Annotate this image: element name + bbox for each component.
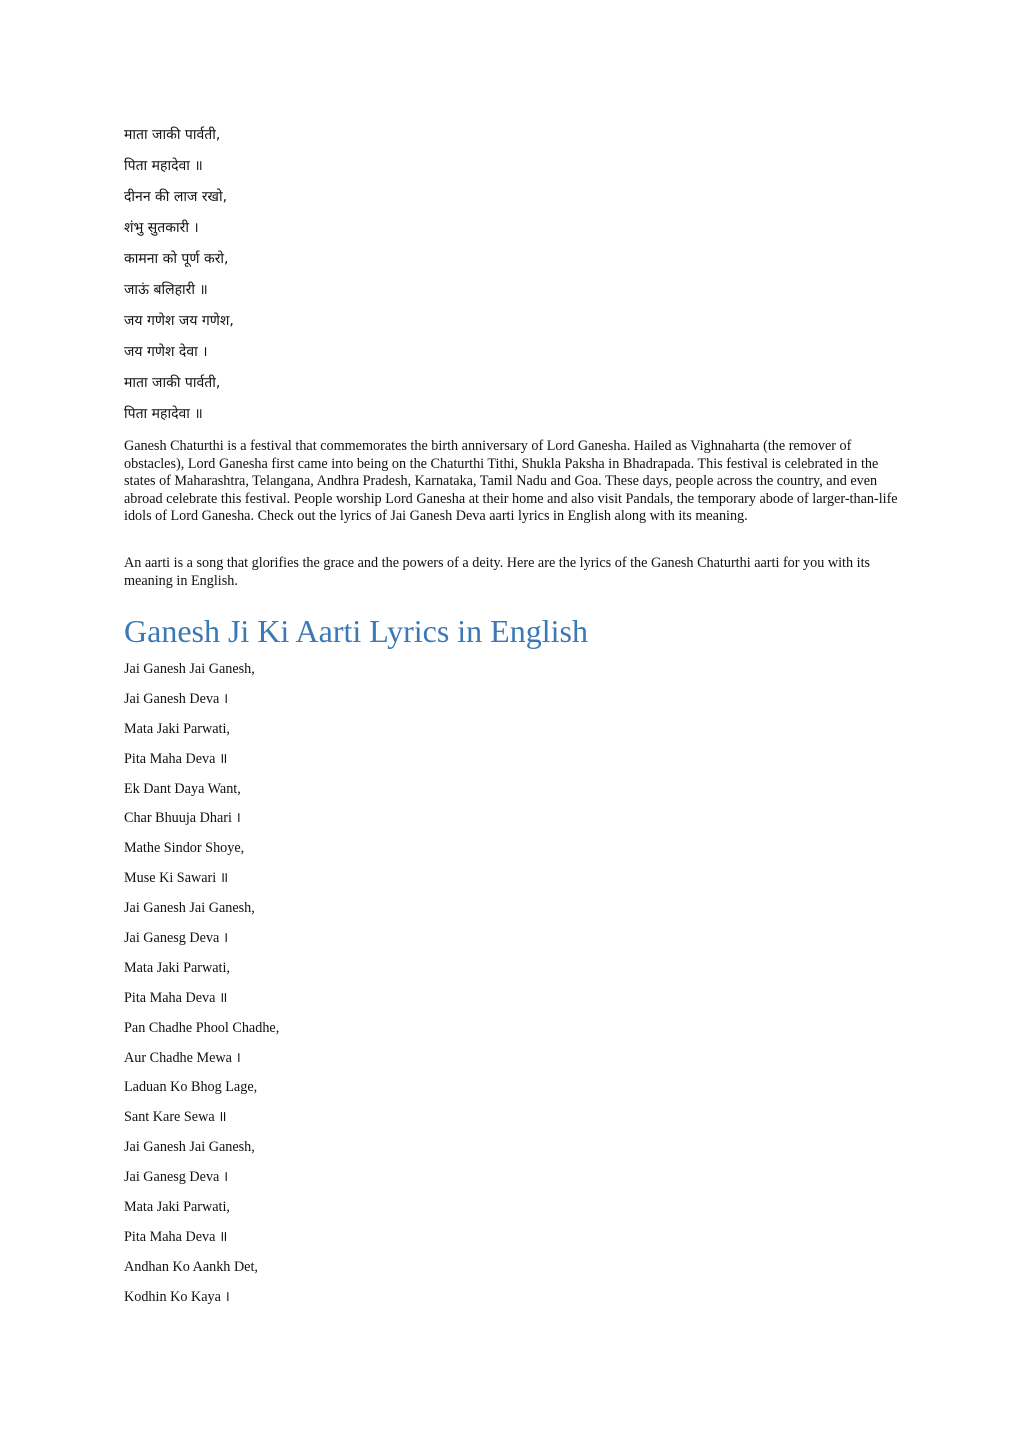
english-lyric-line: Aur Chadhe Mewa । [124, 1049, 241, 1066]
hindi-lyric-line: दीनन की लाज रखो, [124, 189, 228, 205]
hindi-lyric-line: शंभु सुतकारी । [124, 220, 199, 236]
english-lyric-line: Jai Ganesh Jai Ganesh, [124, 661, 255, 677]
hindi-lyric-line: जाऊं बलिहारी ॥ [124, 282, 208, 298]
english-lyric-line: Laduan Ko Bhog Lage, [124, 1079, 258, 1096]
english-lyric-line: Mata Jaki Parwati, [124, 1199, 230, 1216]
aarti-description-paragraph: An aarti is a song that glorifies the grace and the powers of a deity. Here are the lyrics of the Ganesh Chaturthi aarti for you with its meaning in English. [124, 555, 871, 589]
hindi-lyric-line: माता जाकी पार्वती, [124, 127, 221, 143]
english-lyric-line: Jai Ganesg Deva । [124, 1169, 229, 1186]
english-lyric-line: Jai Ganesh Deva । [124, 690, 229, 707]
english-lyric-line: Jai Ganesh Jai Ganesh, [124, 1139, 255, 1156]
english-lyric-line: Jai Ganesh Jai Ganesh, [124, 900, 255, 917]
hindi-lyric-line: जय गणेश देवा । [124, 344, 208, 360]
english-lyric-line: Pan Chadhe Phool Chadhe, [124, 1019, 280, 1036]
english-lyric-line: Char Bhuuja Dhari । [124, 810, 241, 827]
english-lyric-line: Sant Kare Sewa ॥ [124, 1109, 227, 1126]
hindi-aarti-lyrics [124, 122, 904, 432]
english-aarti-lyrics [124, 656, 904, 1314]
english-lyric-line: Andhan Ko Aankh Det, [124, 1258, 258, 1275]
english-lyric-line: Pita Maha Deva ॥ [124, 989, 228, 1006]
section-heading: Ganesh Ji Ki Aarti Lyrics in English [124, 613, 588, 649]
english-lyric-line: Mathe Sindor Shoye, [124, 840, 245, 857]
english-lyric-line: Kodhin Ko Kaya । [124, 1288, 230, 1305]
english-lyric-line: Muse Ki Sawari ॥ [124, 870, 229, 887]
english-lyric-line: Mata Jaki Parwati, [124, 959, 230, 976]
intro-paragraph: Ganesh Chaturthi is a festival that commemorates the birth anniversary of Lord Ganesha. Hailed as Vighnaharta (the remover of obstacles), Lord Ganesha first came into being on the Chaturthi Tithi, Shukla Paksha in Bhadrapada. This festival is celebrated in the states of Maharashtra, Telangana, Andhra Pradesh, Karnataka, Tamil Nadu and Goa. These days, people across the country, and even abroad celebrate this festival. People worship Lord Ganesha at their home and also visit Pandals, the temporary abode of larger-than-life idols of Lord Ganesha. Check out the lyrics of Jai Ganesh Deva aarti lyrics in English along with its meaning. [124, 438, 898, 525]
hindi-lyric-line: पिता महादेवा ॥ [124, 158, 203, 174]
english-lyric-line: Ek Dant Daya Want, [124, 780, 241, 797]
hindi-lyric-line: पिता महादेवा ॥ [124, 406, 203, 422]
hindi-lyric-line: जय गणेश जय गणेश, [124, 313, 234, 329]
english-lyric-line: Pita Maha Deva ॥ [124, 1228, 228, 1245]
hindi-lyric-line: माता जाकी पार्वती, [124, 375, 221, 391]
english-lyric-line: Jai Ganesg Deva । [124, 930, 229, 947]
hindi-lyric-line: कामना को पूर्ण करो, [124, 251, 229, 267]
english-lyric-line: Pita Maha Deva ॥ [124, 750, 228, 767]
english-lyric-line: Mata Jaki Parwati, [124, 720, 230, 737]
